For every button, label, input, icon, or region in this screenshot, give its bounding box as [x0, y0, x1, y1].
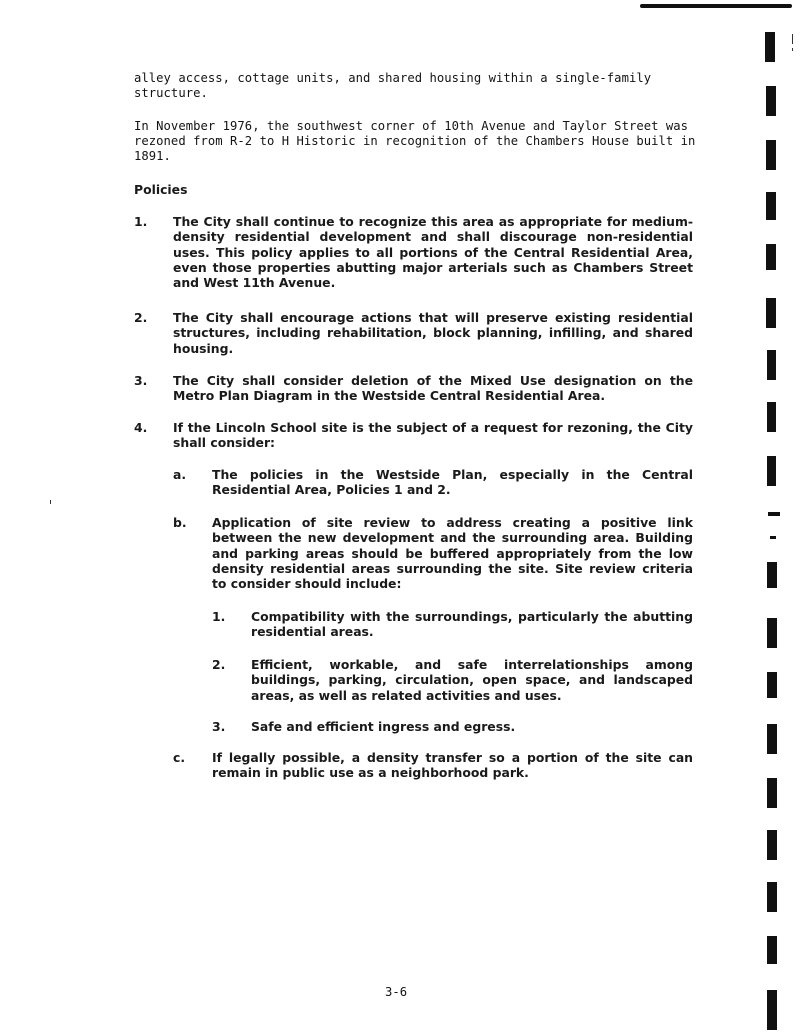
policy-number: 2. — [134, 310, 148, 325]
binding-mark — [766, 86, 776, 116]
scan-speck — [50, 500, 51, 504]
criteria-number: 1. — [212, 609, 226, 624]
binding-mark — [767, 830, 777, 860]
policy-number: 3. — [134, 373, 148, 388]
binding-mark — [765, 32, 775, 62]
criteria-text: Compatibility with the surroundings, particularly the abutting residential areas. — [251, 609, 693, 640]
criteria-number: 3. — [212, 719, 226, 734]
criteria-text: Efficient, workable, and safe interrelationships among buildings, parking, circulation, open space, and landscaped areas, as well as related activities and uses. — [251, 657, 693, 703]
binding-mark — [767, 882, 777, 912]
criteria-number: 2. — [212, 657, 226, 672]
scan-speck — [792, 34, 793, 44]
binding-mark — [767, 618, 777, 648]
history-paragraph: In November 1976, the southwest corner of 10th Avenue and Taylor Street was rezoned from R-2 to H Historic in recognition of the Chambers House built in 1891. — [134, 119, 696, 164]
criteria-text: Safe and efficient ingress and egress. — [251, 719, 516, 734]
subitem-label: c. — [173, 750, 186, 765]
binding-mark — [766, 244, 776, 270]
binding-mark — [766, 298, 776, 328]
section-heading: Policies — [134, 182, 188, 197]
subitem-text: If legally possible, a density transfer so a portion of the site can remain in public use as a neighborhood park. — [212, 750, 693, 781]
policy-text: The City shall encourage actions that will preserve existing residential structures, including rehabilitation, block planning, infilling, and shared housing. — [173, 310, 693, 356]
subitem-label: a. — [173, 467, 187, 482]
scan-speck — [792, 48, 793, 51]
binding-mark — [766, 140, 776, 170]
binding-mark — [767, 936, 777, 964]
subitem-text: Application of site review to address creating a positive link between the new development and the surrounding area. Building and parking areas should be buffered appropriately from the low density residential areas surrounding the site. Site review criteria to consider should include: — [212, 515, 693, 592]
binding-mark — [767, 402, 776, 432]
page-number: 3-6 — [385, 985, 408, 999]
binding-mark — [767, 672, 777, 698]
binding-mark — [767, 456, 776, 486]
policy-number: 1. — [134, 214, 148, 229]
subitem-text: The policies in the Westside Plan, especially in the Central Residential Area, Policies 1 and 2. — [212, 467, 693, 498]
binding-mark — [768, 512, 780, 516]
binding-mark — [766, 192, 776, 220]
intro-paragraph — [134, 71, 704, 101]
scan-top-line — [640, 4, 792, 8]
binding-mark — [767, 990, 777, 1030]
binding-mark — [767, 724, 777, 754]
policy-number: 4. — [134, 420, 148, 435]
intro-line: alley access, cottage units, and shared housing within a single-family — [134, 71, 652, 85]
policy-text: The City shall consider deletion of the Mixed Use designation on the Metro Plan Diagram in the Westside Central Residential Area. — [173, 373, 693, 404]
subitem-label: b. — [173, 515, 187, 530]
policy-text: The City shall continue to recognize this area as appropriate for medium-density residential development and shall discourage non-residential uses. This policy applies to all portions of the Central Residential Area, even those properties abutting major arterials such as Chambers Street and West 11th Avenue. — [173, 214, 693, 291]
binding-mark — [770, 536, 776, 539]
binding-mark — [767, 350, 776, 380]
binding-mark — [767, 562, 777, 588]
binding-mark — [767, 778, 777, 808]
intro-line: structure. — [134, 86, 208, 101]
policy-text: If the Lincoln School site is the subject of a request for rezoning, the City shall consider: — [173, 420, 693, 451]
